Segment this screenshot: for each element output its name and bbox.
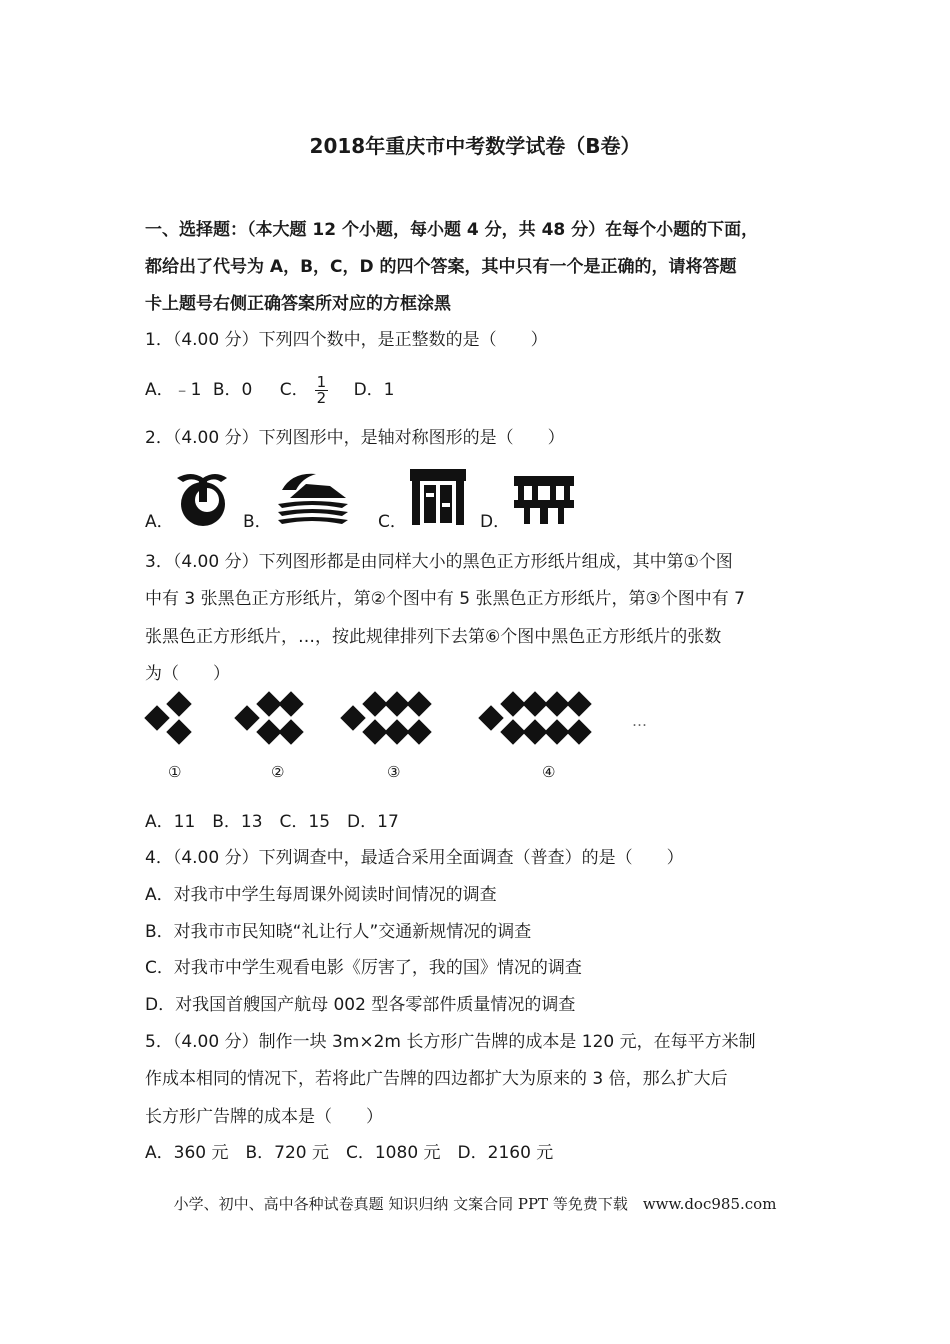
- q5-options: A．360 元 B．720 元 C．1080 元 D．2160 元: [145, 1143, 554, 1163]
- q4-option-a: A．对我市中学生每周课外阅读时间情况的调查: [145, 885, 497, 905]
- q3-pattern-2: [233, 690, 315, 758]
- q4-option-d: D．对我国首艘国产航母 002 型各零部件质量情况的调查: [145, 995, 576, 1015]
- q3-stem-line4: 为（ ）: [145, 664, 230, 684]
- q3-stem-line2: 中有 3 张黑色正方形纸片，第②个图中有 5 张黑色正方形纸片，第③个图中有 7: [145, 589, 745, 609]
- q1-option-d: D．1: [353, 380, 395, 400]
- q2-option-b-label: B．: [243, 512, 272, 532]
- q5-stem-line3: 长方形广告牌的成本是（ ）: [145, 1107, 383, 1127]
- q1-option-b: B．0: [212, 380, 253, 400]
- fraction-denominator: 2: [316, 388, 327, 407]
- q2-option-d-label: D．: [480, 512, 511, 532]
- section-heading-line3: 卡上题号右侧正确答案所对应的方框涂黑: [145, 294, 451, 314]
- q2-option-b-ship-symbol: [272, 468, 352, 530]
- q2-option-c-label: C．: [378, 512, 407, 532]
- q3-pattern-4: [477, 690, 617, 758]
- q4-stem: 4．（4.00 分）下列调查中，最适合采用全面调查（普查）的是（ ）: [145, 848, 684, 868]
- section-heading-line1: 一、选择题：（本大题 12 个小题，每小题 4 分，共 48 分）在每个小题的下面，: [145, 220, 759, 240]
- q3-label-3: ③: [387, 763, 401, 781]
- q1-option-a: A．﹣1: [145, 380, 202, 400]
- q3-options: A．11 B．13 C．15 D．17: [145, 812, 399, 832]
- q1-options: [145, 372, 394, 408]
- q4-option-c: C．对我市中学生观看电影《厉害了，我的国》情况的调查: [145, 958, 582, 978]
- q1-fraction: [315, 372, 329, 407]
- fraction-numerator: 1: [316, 372, 327, 391]
- q3-ellipsis: …: [632, 712, 647, 730]
- section-heading-line2: 都给出了代号为 A，B，C，D 的四个答案，其中只有一个是正确的，请将答题: [145, 257, 737, 277]
- q3-stem-line3: 张黑色正方形纸片，…，按此规律排列下去第⑥个图中黑色正方形纸片的张数: [145, 627, 722, 647]
- q1-stem: 1．（4.00 分）下列四个数中，是正整数的是（ ）: [145, 330, 548, 350]
- q2-option-a-label: A．: [145, 512, 174, 532]
- q3-label-2: ②: [271, 763, 285, 781]
- page-title: 2018年重庆市中考数学试卷（B卷）: [309, 134, 641, 158]
- q4-option-b: B．对我市市民知晓“礼让行人”交通新规情况的调查: [145, 922, 532, 942]
- q3-label-4: ④: [542, 763, 556, 781]
- q3-pattern-3: [339, 690, 449, 758]
- q2-option-c-symbol: [408, 465, 468, 531]
- q5-stem-line1: 5．（4.00 分）制作一块 3m×2m 长方形广告牌的成本是 120 元，在每平方米制: [145, 1032, 756, 1052]
- q2-option-d-symbol: [512, 470, 576, 530]
- q5-stem-line2: 作成本相同的情况下，若将此广告牌的四边都扩大为原来的 3 倍，那么扩大后: [145, 1069, 728, 1089]
- footer-text: 小学、初中、高中各种试卷真题 知识归纳 文案合同 PPT 等免费下载 www.doc985.com: [173, 1195, 777, 1213]
- q3-label-1: ①: [168, 763, 182, 781]
- q1-option-c: C．: [279, 380, 309, 400]
- q3-stem-line1: 3．（4.00 分）下列图形都是由同样大小的黑色正方形纸片组成，其中第①个图: [145, 552, 733, 572]
- q3-pattern-1: [143, 690, 199, 758]
- q2-option-a-symbol: [173, 468, 231, 532]
- q2-stem: 2．（4.00 分）下列图形中，是轴对称图形的是（ ）: [145, 428, 565, 448]
